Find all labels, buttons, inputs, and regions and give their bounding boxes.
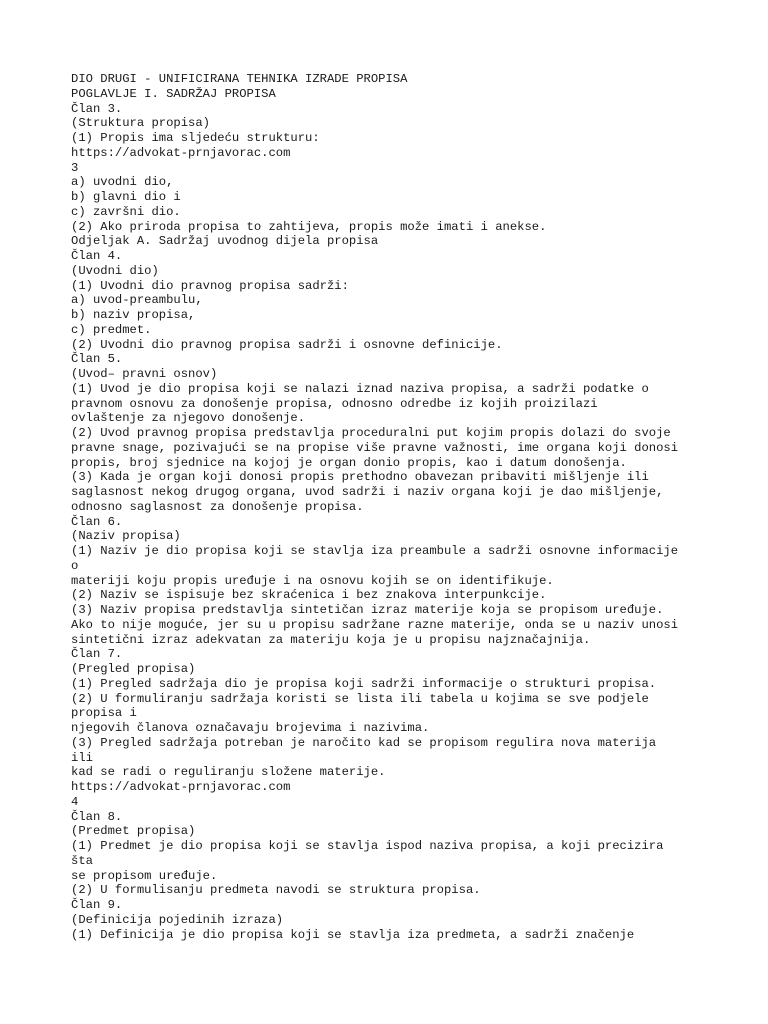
text-line: šta [71, 853, 93, 868]
text-line: DIO DRUGI - UNIFICIRANA TEHNIKA IZRADE PROPISA [71, 72, 408, 86]
text-line: a) uvod-preambulu, [71, 293, 203, 308]
text-line: Član 4. [71, 249, 123, 263]
text-line: b) naziv propisa, [71, 308, 196, 322]
text-line: (1) Predmet je dio propisa koji se stavlja ispod naziva propisa, a koji precizira [71, 839, 664, 853]
text-line: (2) Ako priroda propisa to zahtijeva, propis može imati i anekse. [71, 219, 547, 234]
text-line: odnosno saglasnost za donošenje propisa. [71, 499, 364, 514]
text-line: ili [71, 750, 93, 765]
text-line: a) uvodni dio, [71, 175, 174, 190]
text-line: c) završni dio. [71, 204, 181, 219]
text-line: c) predmet. [71, 322, 152, 337]
text-line: b) glavni dio i [71, 190, 181, 204]
text-line: (2) Naziv se ispisuje bez skraćenica i bez znakova interpunkcije. [71, 588, 547, 603]
text-line: (1) Uvod je dio propisa koji se nalazi iznad naziva propisa, a sadrži podatke o [71, 381, 649, 396]
text-line: kad se radi o reguliranju složene materije. [71, 765, 386, 780]
text-line: (1) Propis ima sljedeću strukturu: [71, 131, 320, 145]
text-line: (Definicija pojedinih izraza) [71, 912, 284, 927]
text-line: (Naziv propisa) [71, 529, 181, 544]
text-line: (Uvodni dio) [71, 263, 159, 278]
text-line: materiji koju propis uređuje i na osnovu kojih se on identifikuje. [71, 573, 554, 588]
text-line: ovlaštenje za njegovo donošenje. [71, 411, 306, 426]
text-line: (Predmet propisa) [71, 824, 196, 839]
text-line: saglasnost nekog drugog organa, uvod sadrži i naziv organa koji je dao mišljenje, [71, 485, 664, 499]
text-line: Odjeljak A. Sadržaj uvodnog dijela propisa [71, 234, 379, 249]
text-line: pravnom osnovu za donošenje propisa, odnosno odredbe iz kojih proizilazi [71, 396, 598, 411]
text-line: Član 3. [71, 101, 123, 116]
text-line: https://advokat-prnjavorac.com [71, 780, 291, 794]
text-line: se propisom uređuje. [71, 868, 218, 883]
text-line: (Pregled propisa) [71, 662, 196, 676]
text-line: (2) U formulisanju predmeta navodi se struktura propisa. [71, 883, 481, 898]
text-line: Član 6. [71, 514, 123, 529]
text-line: propisa i [71, 706, 137, 721]
text-line: POGLAVLJE I. SADRŽAJ PROPISA [71, 86, 276, 101]
text-line: Ako to nije moguće, jer su u propisu sadržane razne materije, onda se u naziv unosi [71, 617, 679, 632]
text-line: (2) Uvod pravnog propisa predstavlja proceduralni put kojim propis dolazi do svoje [71, 426, 671, 440]
text-line: https://advokat-prnjavorac.com [71, 145, 291, 160]
text-line: Član 8. [71, 809, 123, 824]
text-line: (Uvod– pravni osnov) [71, 367, 218, 381]
text-line: (2) U formuliranju sadržaja koristi se lista ili tabela u kojima se sve podjele [71, 691, 649, 706]
text-line: 4 [71, 794, 79, 809]
text-line: 3 [71, 160, 79, 175]
text-line: (2) Uvodni dio pravnog propisa sadrži i osnovne definicije. [71, 337, 503, 352]
text-line: Član 7. [71, 647, 123, 662]
text-line: (3) Naziv propisa predstavlja sintetičan izraz materije koja se propisom uređuje. [71, 603, 664, 617]
text-line: (1) Pregled sadržaja dio je propisa koji sadrži informacije o strukturi propisa. [71, 676, 657, 691]
text-line: (1) Uvodni dio pravnog propisa sadrži: [71, 278, 349, 293]
text-line: Član 9. [71, 898, 123, 912]
text-line: njegovih članova označavaju brojevima i nazivima. [71, 721, 430, 735]
text-line: (1) Definicija je dio propisa koji se stavlja iza predmeta, a sadrži značenje [71, 927, 635, 942]
text-line: o [71, 558, 79, 573]
text-line: (Struktura propisa) [71, 116, 210, 131]
text-line: pravne snage, pozivajući se na propise više pravne važnosti, ime organa koji donosi [71, 440, 679, 455]
text-line: (3) Kada je organ koji donosi propis prethodno obavezan pribaviti mišljenje ili [71, 470, 649, 485]
text-line: (1) Naziv je dio propisa koji se stavlja iza preambule a sadrži osnovne informacije [71, 544, 679, 558]
document-text [71, 72, 731, 942]
text-line: propis, broj sjednice na kojoj je organ donio propis, kao i datum donošenja. [71, 455, 627, 470]
text-line: Član 5. [71, 352, 123, 367]
text-line: (3) Pregled sadržaja potreban je naročito kad se propisom regulira nova materija [71, 735, 657, 750]
text-line: sintetični izraz adekvatan za materiju koja je u propisu najznačajnija. [71, 632, 591, 647]
